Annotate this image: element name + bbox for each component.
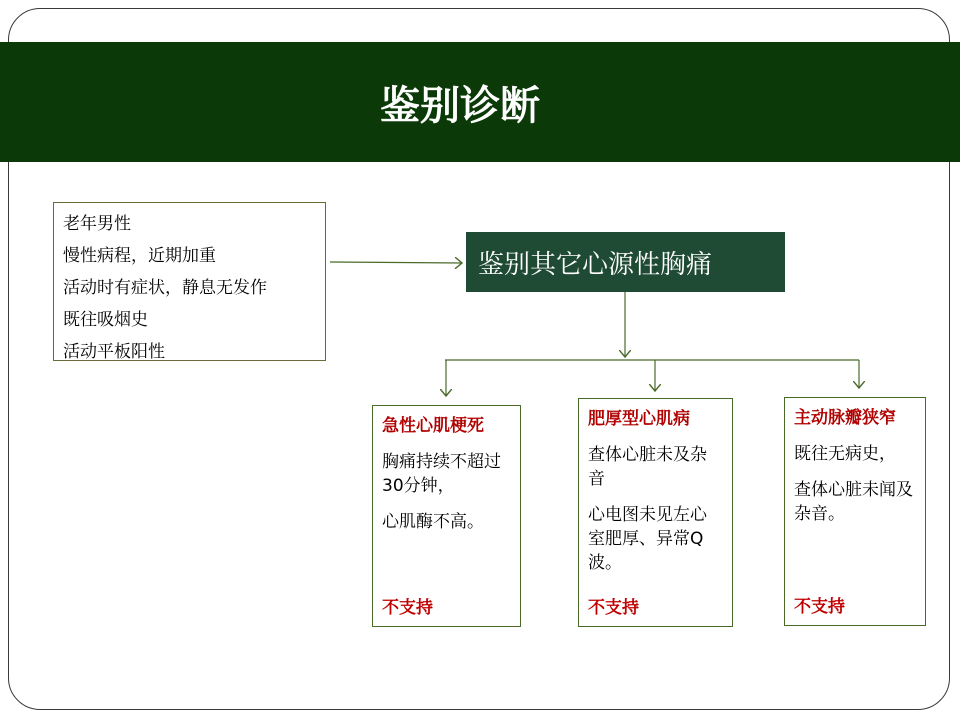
card-heading: 肥厚型心肌病 — [588, 409, 690, 429]
card-text: 胸痛持续不超过 30分钟， — [382, 452, 501, 496]
card-text: 查体心脏未及杂音 — [588, 445, 707, 489]
fact-item: 老年男性 — [63, 214, 131, 234]
verdict-label: 不支持 — [588, 598, 639, 618]
card-text: 既往无病史， — [794, 444, 896, 464]
card-heading: 急性心肌梗死 — [382, 416, 484, 436]
fact-item: 既往吸烟史 — [63, 310, 148, 330]
diagnosis-card-ami — [372, 405, 521, 627]
card-text: 查体心脏未闻及杂音。 — [794, 480, 913, 524]
card-text: 心肌酶不高。 — [382, 512, 484, 532]
card-text: 心电图未见左心室肥厚、异常Q波。 — [588, 505, 707, 573]
diagnosis-card-hcm — [578, 398, 733, 627]
verdict-label: 不支持 — [794, 597, 845, 617]
verdict-label: 不支持 — [382, 598, 433, 618]
fact-item: 活动平板阳性 — [63, 342, 165, 362]
diagnosis-card-as — [784, 397, 926, 626]
differential-heading-box: 鉴别其它心源性胸痛 — [466, 232, 785, 292]
fact-item: 活动时有症状，静息无发作 — [63, 278, 267, 298]
card-heading: 主动脉瓣狭窄 — [794, 408, 896, 428]
fact-item: 慢性病程，近期加重 — [63, 246, 216, 266]
slide-title: 鉴别诊断 — [380, 82, 540, 129]
arrow-facts-to-heading — [330, 262, 462, 263]
